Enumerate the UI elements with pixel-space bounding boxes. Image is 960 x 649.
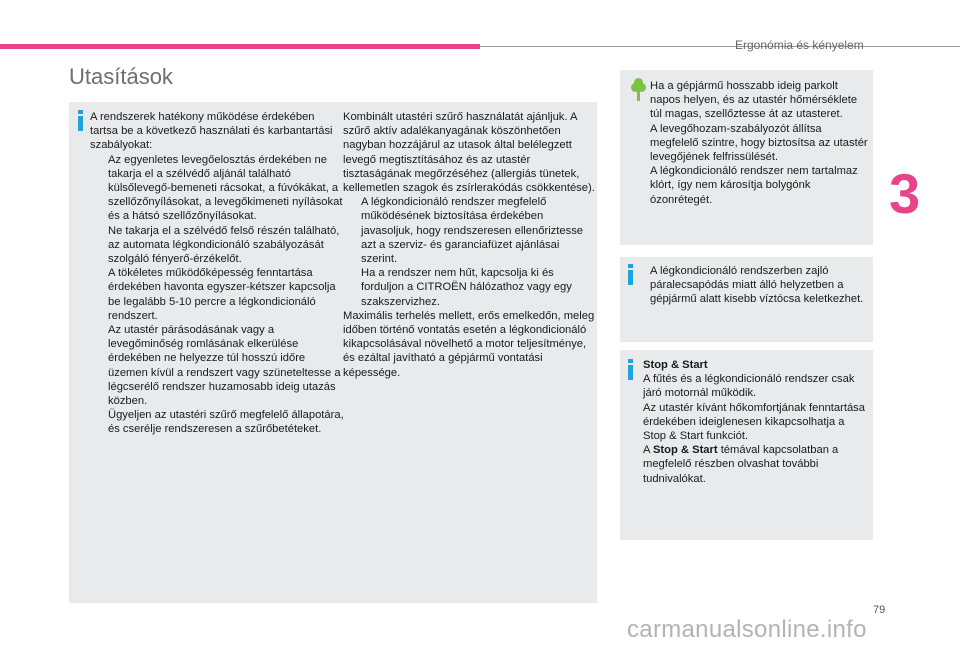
list-item: Ügyeljen az utastéri szűrő megfelelő állapotára, és cserélje rendszeresen a szűrőbetéteket. [108, 409, 344, 436]
eco-text: Ha a gépjármű hosszabb ideig parkolt napos helyen, és az utastér hőmérséklete túl magas, szellőztesse át az utasteret. A levegőhozam-szabályozót állítsa megfelelő szintre, hogy biztosítsa az utastér levegőjének felfrissülését. A légkondicionáló rendszer nem tartalmaz klórt, így nem károsítja bolygónk ózonrétegét. [650, 80, 868, 206]
main-column-1 [90, 110, 345, 437]
stop-start-title: Stop & Start [643, 359, 708, 371]
stop-start-text: Stop & Start A fűtés és a légkondicionáló rendszer csak járó motornál működik. Az utastér kívánt hőkomfortjának fenntartása érdekében ideiglenesen kikapcsolhatja a Stop & Start funkciót. A Stop & Start témával kapcsolatban a megfelelő részben olvashat további tudnivalókat. [643, 359, 866, 485]
list-item: Az egyenletes levegőelosztás érdekében ne takarja el a szélvédő aljánál található külsőlevegő-bemeneti rácsokat, a fúvókákat, a szellőzőnyílásokat, a levegőkimeneti nyílásokat és a hátsó szellőzőnyílásokat. [108, 153, 343, 223]
info-icon [628, 264, 633, 285]
info-icon [78, 110, 83, 131]
list-item: Ha a rendszer nem hűt, kapcsolja ki és forduljon a CITROËN hálózathoz vagy egy szakszervizhez. [361, 267, 572, 308]
main-column-2 [343, 110, 595, 380]
list-item: Az utastér párásodásának vagy a levegőminőség romlásának elkerülése érdekében ne helyezze túl hosszú időre üzemen kívül a rendszert vagy szüneteltesse a légcserélő rendszer huzamosabb ideig utazás közben. [108, 324, 341, 408]
eco-tree-icon [631, 78, 646, 102]
col2-intro: Kombinált utastéri szűrő használatát ajánljuk. A szűrő aktív adalékanyagának köszönhetően nagyban hozzájárul az utasok által belélegzett levegő megtisztításához és az utastér tisztaságának megőrzéséhez (allergiás tünetek, kellemetlen szagok és zsírlerakódás csökkentése). [343, 111, 595, 195]
info-icon [628, 359, 633, 380]
list-item: A tökéletes működőképesség fenntartása érdekében havonta egyszer-kétszer kapcsolja be legalább 5-10 percre a légkondicionáló rendszert. [108, 267, 336, 322]
page-title: Utasítások [69, 64, 173, 89]
header-accent-bar [0, 44, 480, 49]
col2-outro: Maximális terhelés mellett, erős emelkedőn, meleg időben történő vontatás esetén a légkondicionáló kikapcsolásával növelhető a motor teljesítménye, és ezáltal javítható a gépjármű vontatási képessége. [343, 309, 595, 379]
condensation-text: A légkondicionáló rendszerben zajló páralecsapódás miatt álló helyzetben a gépjármű alatt kisebb víztócsa keletkezhet. [650, 265, 864, 306]
list-item: Ne takarja el a szélvédő felső részén található, az automata légkondicionáló szabályozását szolgáló fényerő-érzékelőt. [108, 224, 340, 266]
watermark[interactable]: carmanualsonline.info [627, 616, 867, 643]
header-rule [480, 46, 960, 47]
list-item: A légkondicionáló rendszer megfelelő működésének biztosítása érdekében javasoljuk, hogy rendszeresen ellenőriztesse azt a szerviz- és garanciafüzet ajánlásai szerint. [361, 196, 584, 266]
page-number: 79 [873, 604, 886, 616]
section-title: Ergonómia és kényelem [735, 38, 864, 52]
col1-intro: A rendszerek hatékony működése érdekében tartsa be a következő használati és karbantartási szabályokat: [90, 111, 333, 152]
chapter-number: 3 [889, 162, 921, 225]
